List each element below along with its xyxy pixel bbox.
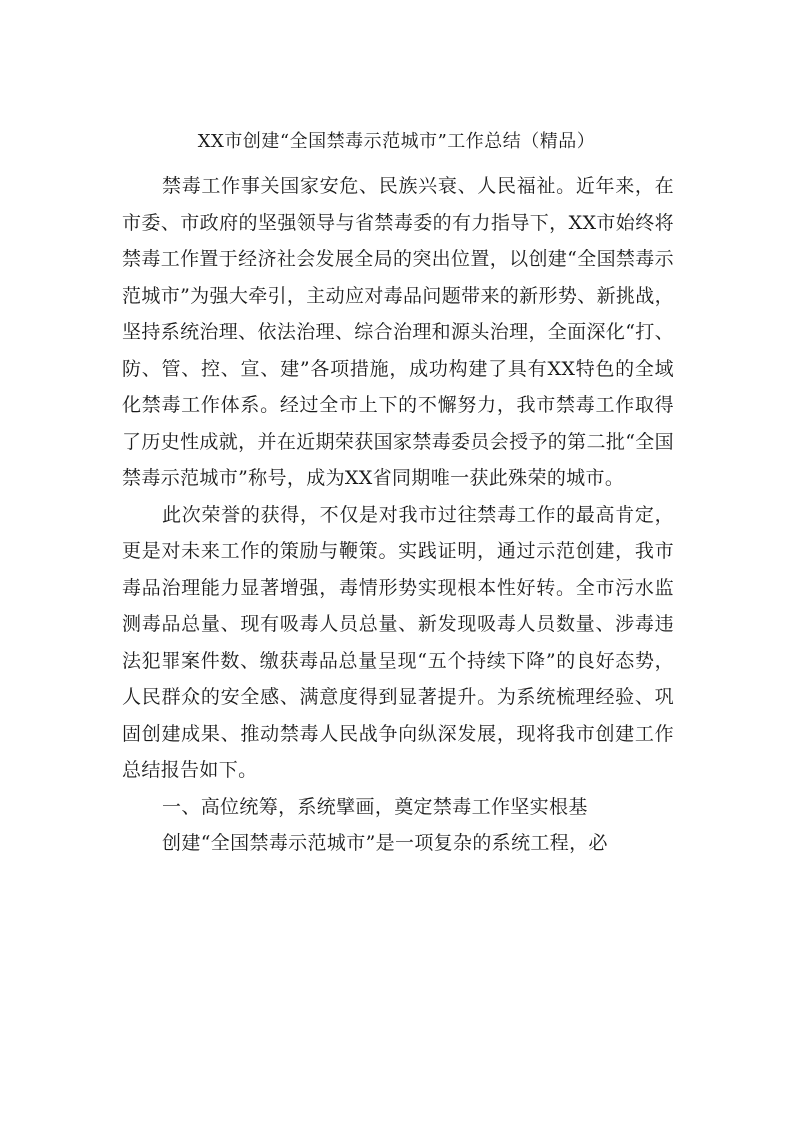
- body-paragraph: 禁毒工作事关国家安危、民族兴衰、人民福祉。近年来，在市委、市政府的坚强领导与省禁毒委的有力指导下，XX市始终将禁毒工作置于经济社会发展全局的突出位置，以创建“全国禁毒示范城市”为强大牵引，主动应对毒品问题带来的新形势、新挑战，坚持系统治理、依法治理、综合治理和源头治理，全面深化“打、防、管、控、宣、建”各项措施，成功构建了具有XX特色的全域化禁毒工作体系。经过全市上下的不懈努力，我市禁毒工作取得了历史性成就，并在近期荣获国家禁毒委员会授予的第二批“全国禁毒示范城市”称号，成为XX省同期唯一获此殊荣的城市。: [122, 175, 674, 489]
- document-title: XX市创建“全国禁毒示范城市”工作总结（精品）: [197, 131, 596, 152]
- document-body: [122, 168, 674, 862]
- body-paragraph: 创建“全国禁毒示范城市”是一项复杂的系统工程，必: [162, 832, 608, 854]
- section-heading: 一、高位统筹，系统擘画，奠定禁毒工作坚实根基: [162, 795, 588, 818]
- body-paragraph: 此次荣誉的获得，不仅是对我市过往禁毒工作的最高肯定，更是对未来工作的策励与鞭策。实践证明，通过示范创建，我市毒品治理能力显著增强，毒情形势实现根本性好转。全市污水监测毒品总量、现有吸毒人员总量、新发现吸毒人员数量、涉毒违法犯罪案件数、缴获毒品总量呈现“五个持续下降”的良好态势，人民群众的安全感、满意度得到显著提升。为系统梳理经验、巩固创建成果、推动禁毒人民战争向纵深发展，现将我市创建工作总结报告如下。: [122, 503, 674, 781]
